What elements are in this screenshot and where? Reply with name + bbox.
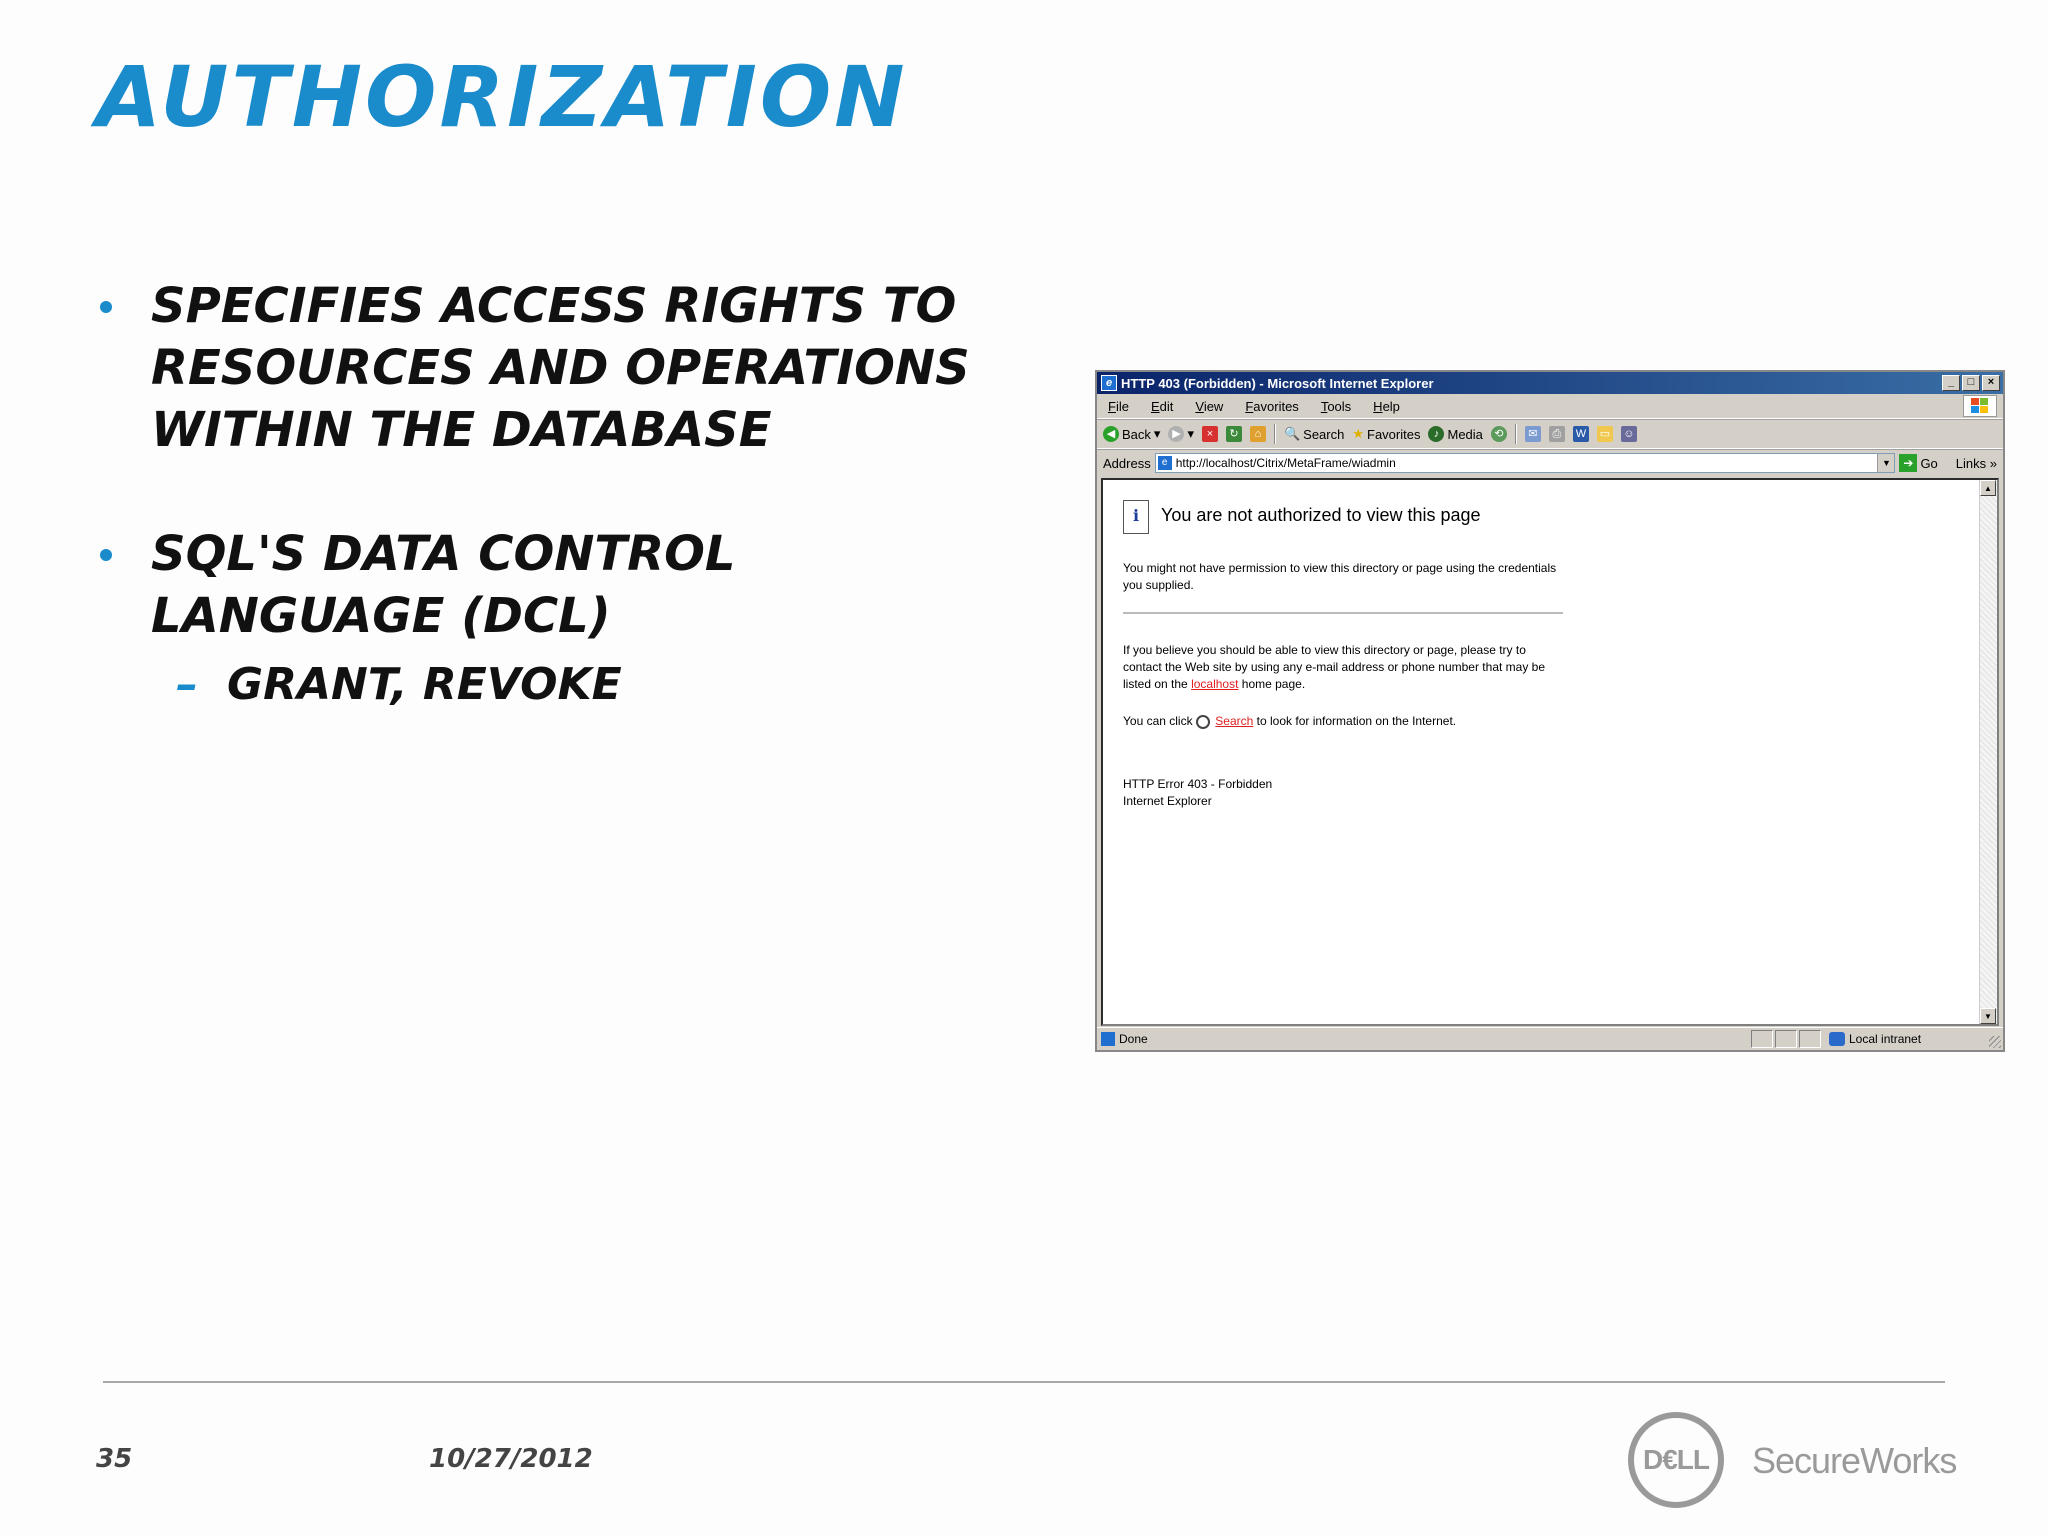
slide-title: AUTHORIZATION [96,48,908,146]
bullet-text: SQL'S DATA CONTROL LANGUAGE (DCL) [151,526,736,644]
go-arrow-icon: ➔ [1899,454,1917,472]
contact-text: If you believe you should be able to view this directory or page, please try to contact the Web site by using any e-mail address or phone number that may be listed on the [1123,643,1546,691]
links-button[interactable] [1956,456,1997,471]
stop-icon[interactable]: × [1202,426,1218,442]
dell-logo: D€LL [1628,1412,1724,1508]
slide-date: 10/27/2012 [429,1444,593,1474]
error-source: Internet Explorer [1123,794,1212,808]
zone-text: Local intranet [1849,1032,1922,1046]
search-paragraph [1123,713,1563,730]
page-content [1101,478,1999,1026]
bullet-list [96,275,1026,716]
search-globe-icon [1196,715,1210,729]
status-text: Done [1119,1032,1148,1046]
star-icon: ★ [1352,426,1365,441]
scroll-up-icon[interactable]: ▲ [1980,480,1996,496]
window-title: HTTP 403 (Forbidden) - Microsoft Internet Explorer [1121,375,1434,391]
messenger-icon[interactable]: ☺ [1621,426,1637,442]
toolbar-separator [1515,424,1517,444]
search-link[interactable]: Search [1215,714,1254,728]
dash-icon: – [176,659,198,710]
menu-favorites[interactable]: Favorites [1245,398,1299,414]
windows-logo-icon [1963,395,1997,417]
history-icon[interactable]: ⟲ [1491,426,1507,442]
localhost-link[interactable]: localhost [1191,677,1239,691]
search-icon: 🔍 [1283,426,1301,441]
edit-icon[interactable]: W [1573,426,1589,442]
contact-text-end: home page. [1241,677,1306,691]
close-button[interactable]: × [1982,375,2000,391]
address-input[interactable] [1155,453,1896,473]
media-icon: ♪ [1428,426,1444,442]
toolbar-separator [1274,424,1276,444]
resize-grip-icon[interactable] [1989,1036,2001,1048]
bullet-text: SPECIFIES ACCESS RIGHTS TO RESOURCES AND OPERATIONS WITHIN THE DATABASE [151,278,970,458]
address-url: http://localhost/Citrix/MetaFrame/wiadmin [1175,456,1396,470]
status-cell [1775,1030,1797,1048]
status-cell [1799,1030,1821,1048]
secureworks-logo-text: SecureWorks [1752,1440,1957,1481]
sub-bullet-item [96,654,1026,716]
address-bar [1097,449,2003,476]
bullet-dot-icon [100,301,112,313]
menu-bar [1097,394,2003,419]
search-text: You can click [1123,714,1193,728]
chevron-down-icon: ▾ [1153,426,1161,441]
media-label: Media [1447,426,1483,442]
search-text-end: to look for information on the Internet. [1256,714,1457,728]
bullet-item [96,275,1026,461]
back-label: Back [1122,426,1151,442]
window-controls [1942,375,2000,391]
chevron-down-icon: ▾ [1187,426,1194,441]
page-icon: e [1158,456,1172,470]
media-button[interactable] [1428,426,1482,442]
favorites-label: Favorites [1367,426,1421,442]
browser-window [1095,370,2005,1052]
error-header [1123,500,1563,534]
sub-bullet-text: GRANT, REVOKE [227,659,622,710]
menu-view[interactable]: View [1195,398,1224,414]
menu-help[interactable]: Help [1373,398,1400,414]
print-icon[interactable]: ⎙ [1549,426,1565,442]
menu-tools[interactable]: Tools [1320,398,1352,414]
links-label: Links [1955,455,1987,471]
discuss-icon[interactable]: ▭ [1597,426,1613,442]
back-arrow-icon: ◀ [1103,426,1119,442]
contact-paragraph [1123,642,1563,693]
error-paragraph: You might not have permission to view this directory or page using the credentials you supplied. [1123,561,1557,592]
forward-arrow-icon: ▶ [1168,426,1184,442]
divider [1123,612,1563,614]
error-page [1123,500,1563,810]
window-titlebar[interactable] [1097,372,2003,394]
home-icon[interactable]: ⌂ [1250,426,1266,442]
mail-icon[interactable]: ✉ [1525,426,1541,442]
go-label: Go [1920,455,1938,471]
status-bar [1097,1027,2003,1050]
error-code: HTTP Error 403 - Forbidden [1123,777,1273,791]
status-cell [1751,1030,1773,1048]
forward-button[interactable] [1168,426,1194,442]
back-button[interactable] [1103,426,1160,442]
bullet-item [96,523,1026,647]
slide-number: 35 [96,1444,133,1474]
search-label: Search [1303,426,1345,442]
address-label: Address [1103,455,1151,471]
standard-toolbar [1097,419,2003,449]
go-button[interactable] [1899,454,1937,472]
scroll-down-icon[interactable]: ▼ [1980,1008,1996,1024]
minimize-button[interactable]: _ [1942,375,1960,391]
search-button[interactable] [1284,426,1344,442]
vertical-scrollbar[interactable] [1979,480,1997,1024]
address-dropdown-icon[interactable]: ▼ [1877,454,1894,472]
ie-icon: e [1101,375,1117,391]
menu-edit[interactable]: Edit [1150,398,1174,414]
menu-file[interactable]: File [1108,398,1129,414]
favorites-button[interactable] [1352,426,1420,442]
error-code-block [1123,776,1563,810]
maximize-button[interactable]: □ [1962,375,1980,391]
info-icon: i [1123,500,1149,534]
error-heading: You are not authorized to view this page [1161,505,1481,525]
bullet-dot-icon [100,549,112,561]
intranet-zone-icon [1829,1032,1845,1046]
footer-divider [103,1381,1945,1383]
refresh-icon[interactable]: ↻ [1226,426,1242,442]
page-done-icon [1101,1032,1115,1046]
chevron-right-icon: » [1989,455,1997,471]
